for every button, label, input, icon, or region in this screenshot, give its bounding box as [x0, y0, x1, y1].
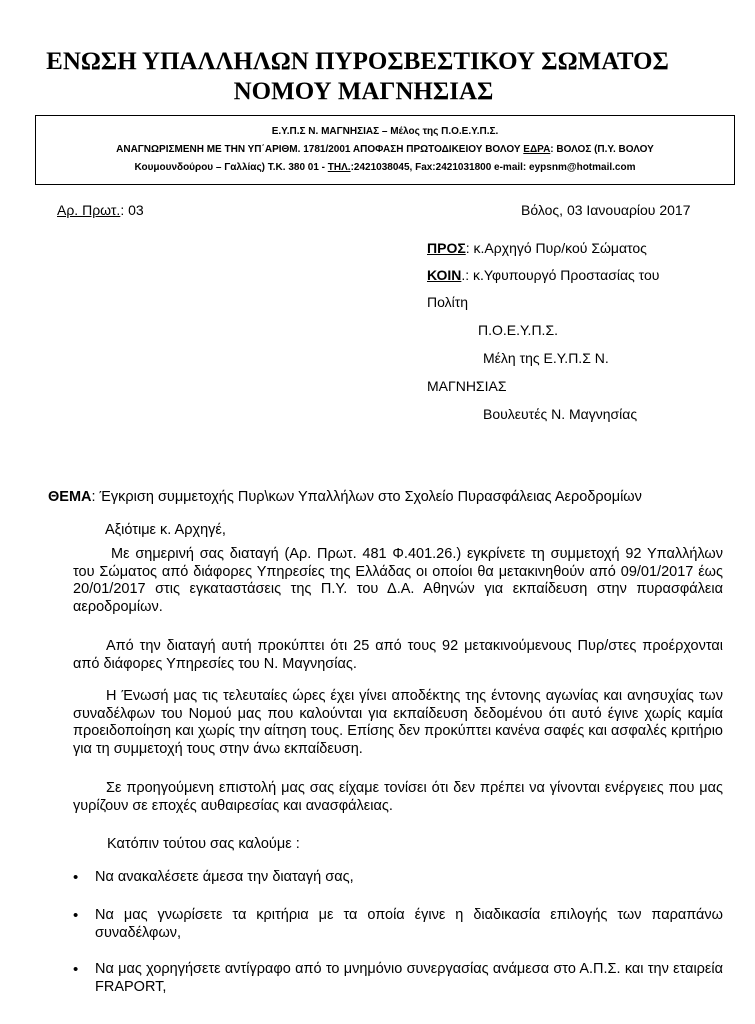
list-item-2: Να μας γνωρίσετε τα κριτήρια με τα οποία έγινε η διαδικασία επιλογής των παραπάνω συναδέλφων,	[95, 907, 723, 941]
place-date: Βόλος, 03 Ιανουαρίου 2017	[521, 202, 691, 218]
registration-text: ΑΝΑΓΝΩΡΙΣΜΕΝΗ ΜΕ ΤΗΝ ΥΠ΄ΑΡΙΘΜ. 1781/2001 ΑΠΟΦΑΣΗ ΠΡΩΤΟΔΙΚΕΙΟΥ ΒΟΛΟΥ	[116, 144, 524, 155]
paragraph-1: Με σημερινή σας διαταγή (Αρ. Πρωτ. 481 Φ.401.26.) εγκρίνετε τη συμμετοχή 92 Υπαλλήλων του Σώματος από διάφορες Υπηρεσίες της Ελλάδας οι οποίοι θα μετακινηθούν από 09/01/2017 έως 20/01/2017 στις εγκαταστάσεις της Π.Υ. του Δ.Α. Αθηνών για εκπαίδευση στην πυρασφάλεια αεροδρομίων.	[73, 546, 723, 615]
address-text: Κουμουνδούρου – Γαλλίας) Τ.Κ. 380 01 -	[134, 162, 328, 173]
salutation: Αξιότιμε κ. Αρχηγέ,	[105, 522, 226, 538]
bullet-marker: •	[73, 961, 79, 978]
cc-continuation: Πολίτη	[427, 294, 469, 310]
bullet-marker: •	[73, 869, 79, 886]
cc-label: ΚΟΙΝ	[427, 267, 462, 283]
contact-details: :2421038045, Fax:2421031800 e-mail: eypsnm@hotmail.com	[350, 162, 636, 173]
protocol-number	[57, 200, 144, 220]
paragraph-2: Από την διαταγή αυτή προκύπτει ότι 25 από τους 92 μετακινούμενους Πυρ/στες προέρχονται από διάφορες Υπηρεσίες του Ν. Μαγνησίας.	[73, 638, 723, 672]
cc-recipient-poeyps: Π.Ο.Ε.Υ.Π.Σ.	[478, 322, 558, 338]
seat-label: ΕΔΡΑ	[523, 144, 551, 155]
letterhead-title-line1: ΕΝΩΣΗ ΥΠΑΛΛΗΛΩΝ ΠΥΡΟΣΒΕΣΤΙΚΟΥ ΣΩΜΑΤΟΣ	[46, 48, 669, 75]
cc-value: .: κ.Υφυπουργό Προστασίας του	[461, 267, 660, 283]
paragraph-4: Σε προηγούμενη επιστολή μας σας είχαμε τονίσει ότι δεν πρέπει να γίνονται ενέργειες που μας γυρίζουν σε εποχές αυθαιρεσίας και ανασφάλειας.	[73, 780, 723, 814]
paragraph-5: Κατόπιν τούτου σας καλούμε :	[107, 836, 300, 852]
seat-value: : ΒΟΛΟΣ (Π.Υ. ΒΟΛΟΥ	[550, 144, 654, 155]
cc-recipient-mps: Βουλευτές Ν. Μαγνησίας	[483, 406, 638, 422]
recipient-to	[427, 238, 647, 258]
recipient-cc	[427, 265, 659, 285]
cc-members-continuation: ΜΑΓΝΗΣΙΑΣ	[427, 378, 507, 394]
bullet-marker: •	[73, 907, 79, 924]
letterhead-info-box	[35, 115, 735, 185]
protocol-value: : 03	[120, 202, 144, 218]
phone-label: ΤΗΛ.	[327, 162, 351, 173]
to-value: : κ.Αρχηγό Πυρ/κού Σώματος	[465, 240, 647, 256]
cc-recipient-members: Μέλη της Ε.Υ.Π.Σ Ν.	[483, 350, 609, 366]
info-box-line3	[36, 159, 734, 177]
paragraph-3: Η Ένωσή μας τις τελευταίες ώρες έχει γίνει αποδέκτης της έντονης αγωνίας και ανησυχίας των συναδέλφων του Νομού μας που καλούνται για εκπαίδευση δεδομένου ότι αυτό έγινε χωρίς καμία προειδοποίηση και χωρίς την αίτηση τους. Επίσης δεν προκύπτει κανένα σαφές και ασφαλές κριτήριο για τη συμμετοχή τους στην άνω εκπαίδευση.	[73, 688, 723, 757]
to-label: ΠΡΟΣ	[427, 240, 466, 256]
subject-text: : Έγκριση συμμετοχής Πυρ\κων Υπαλλήλων στο Σχολείο Πυρασφάλειας Αεροδρομίων	[91, 489, 642, 505]
list-item-3: Να μας χορηγήσετε αντίγραφο από το μνημόνιο συνεργασίας ανάμεσα στο Α.Π.Σ. και την εταιρεία FRAPORT,	[95, 961, 723, 995]
protocol-label: Αρ. Πρωτ.	[57, 202, 121, 218]
letterhead-title-line2: ΝΟΜΟΥ ΜΑΓΝΗΣΙΑΣ	[233, 78, 494, 105]
subject-line	[48, 487, 642, 507]
list-item-1: Να ανακαλέσετε άμεσα την διαταγή σας,	[95, 869, 354, 885]
info-box-line1: Ε.Υ.Π.Σ Ν. ΜΑΓΝΗΣΙΑΣ – Μέλος της Π.Ο.Ε.Υ.Π.Σ.	[271, 126, 499, 137]
info-box-line2	[36, 141, 734, 159]
subject-label: ΘΕΜΑ	[48, 489, 92, 505]
